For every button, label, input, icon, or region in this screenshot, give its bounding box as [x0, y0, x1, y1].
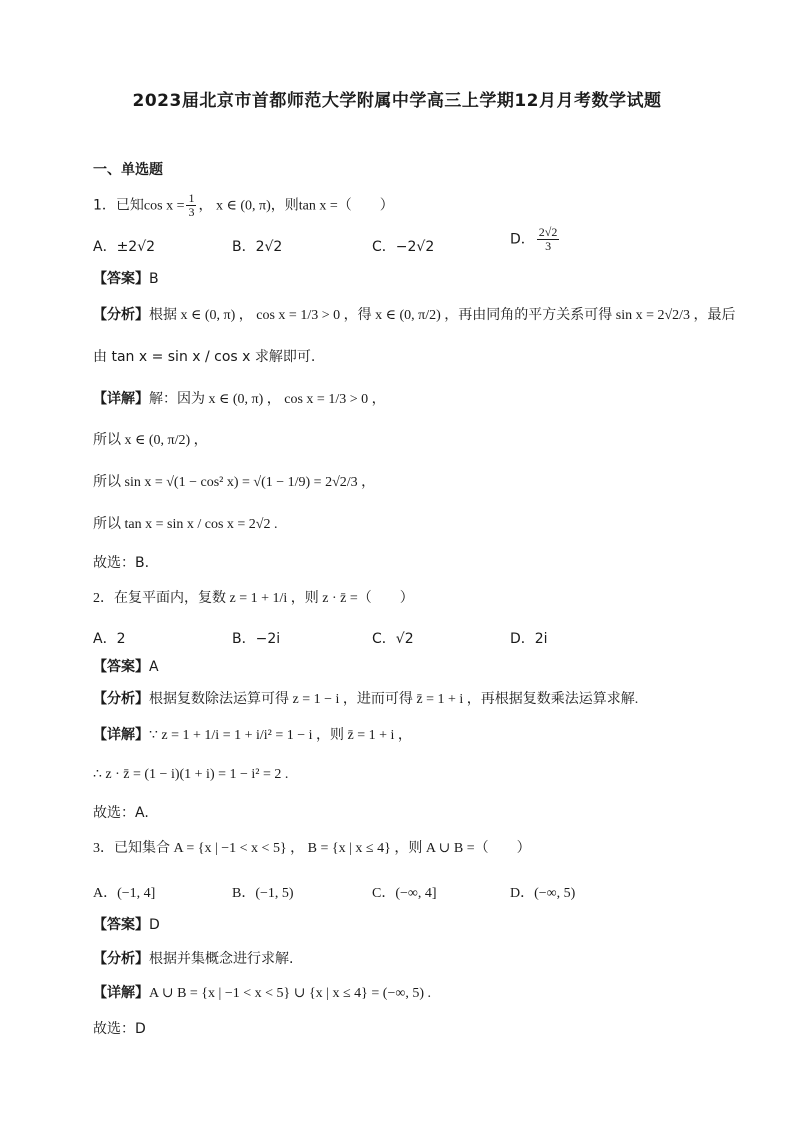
fraction: $\frac{1}{3}$	[188, 191, 195, 220]
q2-option-c: C．√2	[372, 631, 414, 647]
domain-expression: ， x ∈ (0, π)，则	[198, 198, 299, 214]
stem-prefix: 已知	[115, 197, 144, 214]
q1-option-a: A．±2√2	[93, 239, 156, 255]
page-title: 2023届北京市首都师范大学附属中学高三上学期12月月考数学试题	[132, 91, 662, 111]
fraction: $\frac{2√2}{3}$	[538, 225, 558, 254]
tan-expression: tan x =	[298, 198, 338, 214]
question-3-stem: 3．已知集合 A = {x | −1 < x < 5} ， B = {x | x ≤ 4} ，则 A ∪ B =（ ）	[93, 841, 531, 856]
q3-option-d: D．(−∞, 5)	[510, 886, 576, 901]
q3-option-b: B．(−1, 5)	[232, 886, 294, 901]
q1-option-d: D． $\frac{2√2}{3}$	[510, 225, 558, 254]
q1-detail-step-2: 所以 x ∈ (0, π/2) ，	[93, 433, 208, 448]
q2-conclusion: 故选：A.	[93, 805, 149, 821]
q2-analysis: 【分析】根据复数除法运算可得 z = 1 − i ，进而可得 z̄ = 1 + i ，再根据复数乘法运算求解.	[93, 691, 639, 707]
q1-conclusion: 故选：B.	[93, 555, 150, 571]
q3-answer: 【答案】D	[93, 917, 160, 933]
answer-blank: （ ）	[337, 197, 394, 214]
q1-detail-step-4: 所以 tan x = sin x / cos x = 2√2 .	[93, 517, 278, 532]
q1-analysis: 【分析】根据 x ∈ (0, π) ， cos x = 1/3 > 0 ，得 x ∈ (0, π/2) ，再由同角的平方关系可得 sin x = 2√2/3 ，最后	[93, 307, 736, 323]
question-2-stem: 2．在复平面内，复数 z = 1 + 1/i ，则 z · z̄ =（ ）	[93, 591, 414, 606]
section-heading: 一、单选题	[93, 162, 163, 178]
q1-option-c: C．−2√2	[372, 239, 435, 255]
q2-answer: 【答案】A	[93, 659, 159, 675]
q3-detail: 【详解】A ∪ B = {x | −1 < x < 5} ∪ {x | x ≤ 4} = (−∞, 5) .	[93, 985, 431, 1001]
q3-option-c: C．(−∞, 4]	[372, 886, 437, 901]
q1-answer: 【答案】B	[93, 271, 159, 287]
q3-analysis: 【分析】根据并集概念进行求解.	[93, 951, 294, 967]
q3-option-a: A．(−1, 4]	[93, 886, 156, 901]
q2-option-b: B．−2i	[232, 631, 281, 647]
q2-option-a: A．2	[93, 631, 126, 647]
q3-conclusion: 故选：D	[93, 1021, 146, 1037]
q2-detail: 【详解】∵ z = 1 + 1/i = 1 + i/i² = 1 − i ，则 z̄ = 1 + i ，	[93, 727, 412, 743]
q1-detail-step-3: 所以 sin x = √(1 − cos² x) = √(1 − 1/9) = 2√2/3 ，	[93, 475, 376, 490]
q2-detail-step-2: ∴ z · z̄ = (1 − i)(1 + i) = 1 − i² = 2 .	[93, 767, 289, 782]
question-1-stem	[93, 192, 394, 219]
q1-detail: 【详解】解：因为 x ∈ (0, π) ， cos x = 1/3 > 0 ，	[93, 391, 386, 407]
q1-option-b: B．2√2	[232, 239, 283, 255]
q1-analysis-cont: 由 tan x = sin x / cos x 求解即可.	[93, 349, 316, 365]
cos-expression: cos x =	[143, 198, 185, 214]
question-number: 1．	[93, 197, 116, 214]
q2-option-d: D．2i	[510, 631, 548, 647]
